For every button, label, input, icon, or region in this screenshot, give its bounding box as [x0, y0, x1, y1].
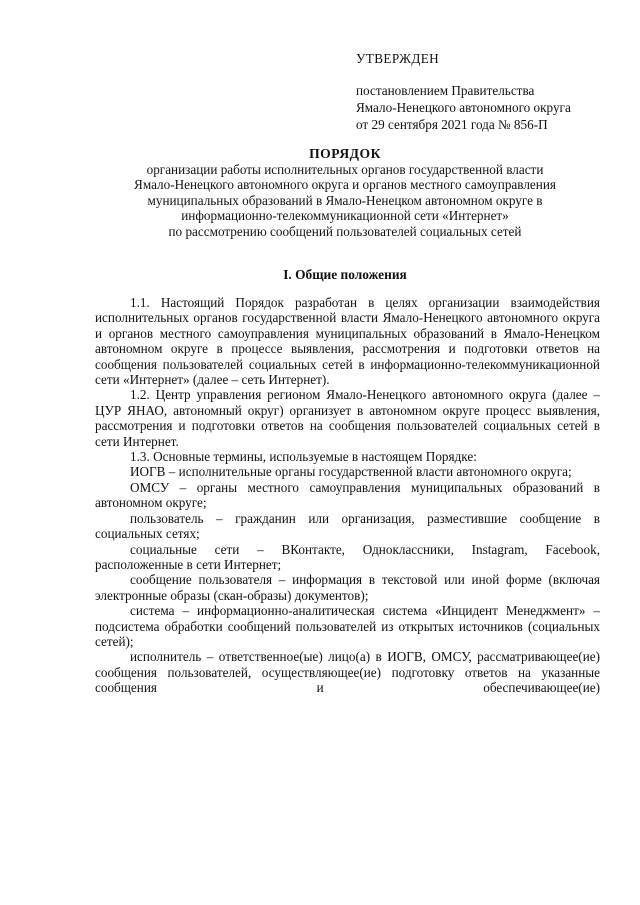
- term-user: пользователь – гражданин или организация, разместившие сообщение в социальных сетях;: [95, 510, 600, 542]
- paragraph-1-1: 1.1. Настоящий Порядок разработан в целях организации взаимодействия исполнительных органов государственной власти Ямало-Ненецкого автономного округа и органов местного самоуправления муниципальных образований в Ямало-Ненецком автономном округе в процессе выявления, рассмотрения и подготовки ответов на сообщения пользователей социальных сетей в информационно-телекоммуникационной сети «Интернет» (далее – сеть Интернет).: [95, 295, 600, 388]
- section-title: I. Общие положения: [283, 267, 407, 282]
- document-subtitle-line: муниципальных образований в Ямало-Ненецком автономном округе в: [147, 192, 543, 208]
- document-subtitle-line: организации работы исполнительных органов государственной власти: [146, 161, 544, 177]
- term-system: система – информационно-аналитическая система «Инцидент Менеджмент» – подсистема обработки сообщений пользователей из открытых источников (социальных сетей);: [95, 603, 600, 649]
- document-heading: ПОРЯДОК: [309, 146, 381, 161]
- term-executor: исполнитель – ответственное(ые) лицо(а) в ИОГВ, ОМСУ, рассматривающее(ие) сообщения пользователей, осуществляющее(ие) подготовку ответов на указанные сообщения и обеспечивающее(ие): [95, 649, 600, 696]
- document-body: [95, 295, 600, 696]
- term-iogv: ИОГВ – исполнительные органы государственной власти автономного округа;: [130, 464, 572, 480]
- document-title-block: [60, 146, 630, 239]
- approval-line: постановлением Правительства: [356, 83, 535, 98]
- approval-title: УТВЕРЖДЕН: [356, 51, 440, 66]
- document-subtitle-line: информационно-телекоммуникационной сети «Интернет»: [181, 208, 509, 223]
- document-subtitle-line: по рассмотрению сообщений пользователей социальных сетей: [168, 223, 522, 239]
- term-social-networks: социальные сети – ВКонтакте, Одноклассники, Instagram, Facebook, расположенные в сети Интернет;: [95, 541, 600, 572]
- document-subtitle-line: Ямало-Ненецкого автономного округа и органов местного самоуправления: [134, 177, 556, 192]
- paragraph-1-2: 1.2. Центр управления регионом Ямало-Ненецкого автономного округа (далее – ЦУР ЯНАО, автономный округ) организует в автономном округе процесс выявления, рассмотрения и подготовки ответов на сообщения пользователей социальных сетей в сети Интернет.: [95, 387, 600, 449]
- approval-line: от 29 сентября 2021 года № 856-П: [356, 117, 548, 132]
- approval-block: [356, 50, 571, 133]
- term-omsu: ОМСУ – органы местного самоуправления муниципальных образований в автономном округе;: [95, 479, 600, 511]
- approval-line: Ямало-Ненецкого автономного округа: [356, 100, 571, 115]
- term-user-message: сообщение пользователя – информация в текстовой или иной форме (включая электронные образы (скан-образы) документов);: [95, 572, 600, 603]
- paragraph-1-3: 1.3. Основные термины, используемые в настоящем Порядке:: [130, 449, 477, 465]
